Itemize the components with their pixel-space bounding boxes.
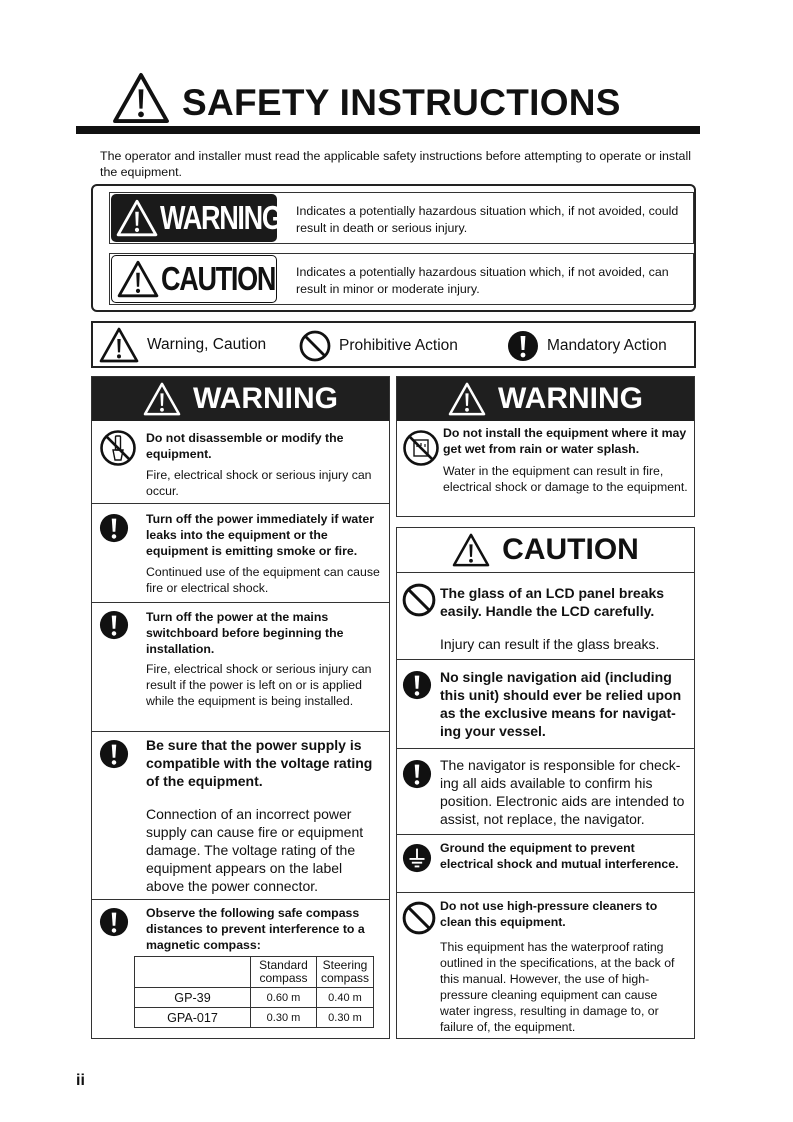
- mandatory-icon: [99, 513, 129, 543]
- warning-badge: [111, 194, 282, 242]
- warning-triangle-icon: [112, 72, 170, 124]
- item-text: Injury can result if the glass breaks.: [440, 636, 660, 652]
- mandatory-icon: [99, 907, 129, 937]
- table-header-cell: [135, 957, 251, 988]
- signal-word-box: [91, 184, 696, 312]
- item-bold-text: Be sure that the power supply is compatible with the voltage rating of the equipment.: [146, 737, 373, 789]
- item-bold-text: Do not disassemble or modify the equipment.: [146, 431, 344, 461]
- ground-icon: [402, 843, 432, 873]
- mandatory-icon: [99, 610, 129, 640]
- caution-heading: [397, 528, 694, 573]
- mandatory-icon: [99, 739, 129, 769]
- warning-triangle-icon: [116, 199, 158, 237]
- left-warning-panel: [91, 376, 390, 1039]
- item-bold-text: No single navigation aid (including this unit) should ever be relied upon as the exclusive means for navigat-ing your vessel.: [440, 669, 682, 739]
- table-header-cell: Steering compass: [317, 957, 374, 988]
- warning-triangle-icon: [448, 382, 486, 416]
- item-bold-text: Turn off the power at the mains switchboard before beginning the installation.: [146, 610, 344, 656]
- caution-item-high-pressure: [397, 892, 694, 1039]
- legend-mandatory: [507, 330, 667, 362]
- caution-item-ground: [397, 834, 694, 893]
- intro-text: The operator and installer must read the applicable safety instructions before attempting to operate or install the equipment.: [100, 149, 691, 179]
- item-text: Fire, electrical shock or serious injury can result if the power is left on or is applied while the equipment is being installed.: [146, 662, 372, 708]
- legend-warning-caution: [99, 327, 266, 363]
- item-text: Fire, electrical shock or serious injury can occur.: [146, 468, 372, 498]
- right-caution-panel: [396, 527, 695, 1039]
- warning-item-disassemble: [92, 421, 389, 503]
- legend-mandatory-label: Mandatory Action: [547, 337, 667, 354]
- right-warning-heading: [397, 377, 694, 421]
- right-warning-panel: [396, 376, 695, 517]
- caution-triangle-icon: [117, 260, 159, 298]
- item-text: The navigator is responsible for check-ing all aids available to confirm his position. Electronic aids are intended to assist, not replace, the navigator.: [440, 757, 685, 827]
- item-bold-text: Do not install the equipment where it may get wet from rain or water splash.: [443, 426, 687, 456]
- warning-triangle-icon: [143, 382, 181, 416]
- item-bold-text: Do not use high-pressure cleaners to clean this equipment.: [440, 899, 658, 929]
- warning-item-mains-switchboard: [92, 602, 389, 732]
- item-bold-text: The glass of an LCD panel breaks easily. Handle the LCD carefully.: [440, 585, 665, 619]
- signal-row-warning: [109, 192, 694, 244]
- table-row: [135, 988, 374, 1008]
- table-header-row: [135, 957, 374, 988]
- caution-badge: [111, 255, 277, 303]
- table-cell: 0.30 m: [317, 1008, 374, 1028]
- item-text: Connection of an incorrect power supply can cause fire or equipment damage. The voltage rating of the equipment appears on the label above the power connector.: [146, 806, 364, 894]
- table-row: [135, 1008, 374, 1028]
- warning-item-water-leak: [92, 503, 389, 603]
- table-header-cell: Standard compass: [251, 957, 317, 988]
- item-bold-text: Turn off the power immediately if water leaks into the equipment or the equipment is emitting smoke or fire.: [146, 512, 374, 558]
- warning-description: Indicates a potentially hazardous situation which, if not avoided, could result in death or serious injury.: [296, 204, 679, 235]
- mandatory-icon: [402, 759, 432, 789]
- caution-description: Indicates a potentially hazardous situation which, if not avoided, can result in minor or moderate injury.: [296, 265, 669, 296]
- legend-prohibitive-label: Prohibitive Action: [339, 337, 458, 354]
- caution-triangle-icon: [452, 533, 490, 567]
- warning-word: WARNING: [160, 199, 282, 236]
- mandatory-icon: [402, 670, 432, 700]
- caution-heading-text: CAUTION: [502, 533, 639, 566]
- caution-item-navigator-responsibility: [397, 748, 694, 835]
- item-text: This equipment has the waterproof rating outlined in the specifications, at the back of this manual. However, the use of high-pressure cleaning equipment can cause water ingress, resulting in damage to, or failure of, the equipment.: [440, 940, 675, 1034]
- warning-triangle-icon: [99, 327, 139, 363]
- legend-prohibitive: [299, 330, 458, 362]
- left-warning-heading: [92, 377, 389, 421]
- caution-item-navigation-aid: [397, 659, 694, 749]
- item-bold-text: Observe the following safe compass distances to prevent interference to a magnetic compass:: [146, 906, 365, 952]
- title-rule: [76, 126, 700, 134]
- prohibited-icon: [402, 583, 436, 617]
- no-disassemble-icon: [99, 429, 137, 467]
- caution-word: CAUTION: [161, 260, 276, 297]
- right-warning-heading-text: WARNING: [498, 382, 643, 415]
- warning-item-compass-distance: [92, 899, 389, 1040]
- caution-item-lcd-glass: [397, 572, 694, 659]
- table-cell: 0.30 m: [251, 1008, 317, 1028]
- table-cell: 0.60 m: [251, 988, 317, 1008]
- compass-distance-table: [134, 956, 374, 1028]
- table-cell: GPA-017: [135, 1008, 251, 1028]
- signal-row-caution: [109, 253, 694, 305]
- item-text: Continued use of the equipment can cause fire or electrical shock.: [146, 565, 380, 595]
- warning-item-water-splash: [397, 421, 694, 516]
- item-text: Water in the equipment can result in fire, electrical shock or damage to the equipment.: [443, 464, 688, 494]
- item-bold-text: Ground the equipment to prevent electrical shock and mutual interference.: [440, 841, 679, 871]
- warning-item-power-supply: [92, 731, 389, 900]
- page-number: ii: [76, 1072, 85, 1089]
- table-cell: GP-39: [135, 988, 251, 1008]
- legend-warning-caution-label: Warning, Caution: [147, 336, 267, 353]
- table-cell: 0.40 m: [317, 988, 374, 1008]
- no-water-icon: [402, 429, 440, 467]
- mandatory-icon: [507, 330, 539, 362]
- left-warning-heading-text: WARNING: [193, 382, 338, 415]
- symbol-legend: [91, 321, 696, 368]
- page-title: SAFETY INSTRUCTIONS: [182, 82, 621, 123]
- prohibited-icon: [402, 901, 436, 935]
- prohibited-icon: [299, 330, 331, 362]
